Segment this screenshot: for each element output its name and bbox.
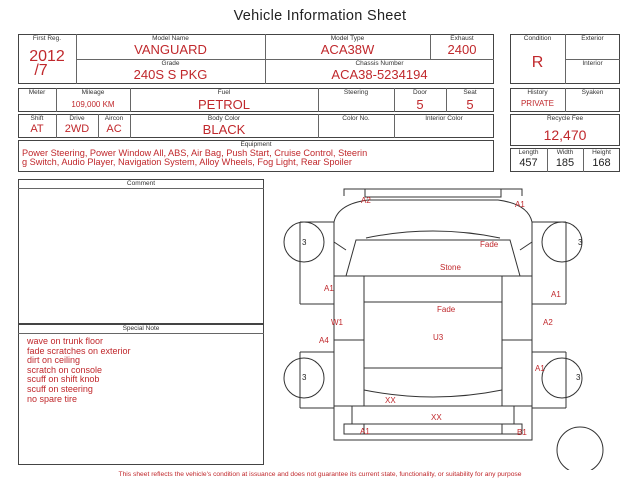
shift-value: AT <box>30 123 44 135</box>
special-note-item: dirt on ceiling <box>27 355 81 366</box>
exhaust-label: Exhaust <box>450 35 474 42</box>
wheel-front-right <box>542 222 582 262</box>
spare-tire <box>557 427 603 470</box>
aircon-value: AC <box>106 123 122 135</box>
height-value: 168 <box>592 157 611 169</box>
mileage-label: Mileage <box>81 89 105 96</box>
damage-mark: 3 <box>302 238 307 247</box>
damage-mark: A1 <box>535 364 545 373</box>
width-label: Width <box>556 149 574 156</box>
recycle-value: 12,470 <box>543 127 587 143</box>
condition-grade: R <box>531 54 544 71</box>
damage-mark: Fade <box>480 240 499 249</box>
special-note-item: scuff on steering <box>27 383 93 394</box>
damage-mark: XX <box>385 396 396 405</box>
car-body-diagram <box>268 180 628 470</box>
model-type: ACA38W <box>320 42 375 57</box>
fuel-value: PETROL <box>197 97 250 112</box>
aircon-label: Aircon <box>104 115 124 122</box>
damage-mark: U3 <box>433 333 444 342</box>
special-note-label: Special Note <box>122 325 160 332</box>
exhaust-value: 2400 <box>447 42 477 57</box>
meter-label: Meter <box>28 89 46 96</box>
interior-color-label: Interior Color <box>425 115 463 122</box>
damage-mark: A1 <box>360 427 370 436</box>
damage-mark: A1 <box>515 200 525 209</box>
special-note-item: no spare tire <box>27 393 78 404</box>
damage-mark: A2 <box>543 318 553 327</box>
exterior-label: Exterior <box>581 35 604 42</box>
chassis-value: ACA38-5234194 <box>331 67 428 82</box>
interior-label: Interior <box>582 60 603 67</box>
width-value: 185 <box>555 157 575 169</box>
damage-mark: Fade <box>437 305 456 314</box>
equipment-line-1: Power Steering, Power Window All, ABS, Air Bag, Push Start, Cruise Control, Steerin <box>22 148 368 158</box>
length-value: 457 <box>519 157 538 169</box>
special-note-item: fade scratches on exterior <box>27 345 131 356</box>
footer-disclaimer: This sheet reflects the vehicle's condition at issuance and does not guarantee its current state, functionality, or suitability for any purpose <box>118 471 522 478</box>
mileage-value: 109,000 KM <box>71 100 115 109</box>
grade-value: 240S S PKG <box>133 67 208 82</box>
first-reg-year: 2012 <box>29 48 65 65</box>
color-no-label: Color No. <box>342 115 370 122</box>
grade-label: Grade <box>161 60 180 67</box>
damage-mark: A4 <box>319 336 329 345</box>
damage-mark: W1 <box>331 318 343 327</box>
damage-mark: A1 <box>551 290 561 299</box>
damage-mark: A2 <box>361 196 371 205</box>
drive-value: 2WD <box>64 123 90 135</box>
damage-mark: 3 <box>302 373 307 382</box>
first-reg-label: First Reg. <box>32 35 62 42</box>
history-label: History <box>527 89 548 96</box>
door-label: Door <box>412 89 428 96</box>
steering-label: Steering <box>343 89 369 96</box>
body-color-label: Body Color <box>207 115 241 122</box>
equipment-line-2: g Switch, Audio Player, Navigation System, Alloy Wheels, Fog Light, Rear Spoiler <box>22 157 352 167</box>
recycle-label: Recycle Fee <box>546 115 584 122</box>
damage-mark: XX <box>431 413 442 422</box>
damage-mark: A1 <box>324 284 334 293</box>
damage-mark: Stone <box>440 263 461 272</box>
comment-box <box>18 179 264 324</box>
model-name-label: Model Name <box>152 35 189 42</box>
history-value: PRIVATE <box>520 99 555 108</box>
syaken-label: Syaken <box>581 89 604 96</box>
drive-label: Drive <box>69 115 85 122</box>
damage-mark: B1 <box>517 428 527 437</box>
damage-mark: 3 <box>576 373 581 382</box>
model-type-label: Model Type <box>330 35 365 42</box>
seat-value: 5 <box>466 97 474 112</box>
condition-label: Condition <box>523 35 552 42</box>
special-note-item: scuff on shift knob <box>27 374 100 385</box>
fuel-label: Fuel <box>217 89 231 96</box>
page-title: Vehicle Information Sheet <box>233 8 407 24</box>
special-note-item: wave on trunk floor <box>27 336 104 346</box>
body-color-value: BLACK <box>202 122 246 137</box>
chassis-label: Chassis Number <box>355 60 404 67</box>
first-reg-month: /7 <box>34 62 48 79</box>
special-note-list <box>27 337 257 404</box>
damage-mark: 3 <box>578 238 583 247</box>
equipment-label: Equipment <box>240 141 272 148</box>
comment-label: Comment <box>126 180 156 187</box>
shift-label: Shift <box>30 115 44 122</box>
length-label: Length <box>518 149 539 156</box>
model-name: VANGUARD <box>134 42 207 57</box>
special-note-item: scratch on console <box>27 364 103 375</box>
seat-label: Seat <box>463 89 477 96</box>
door-value: 5 <box>416 97 424 112</box>
height-label: Height <box>592 149 611 156</box>
